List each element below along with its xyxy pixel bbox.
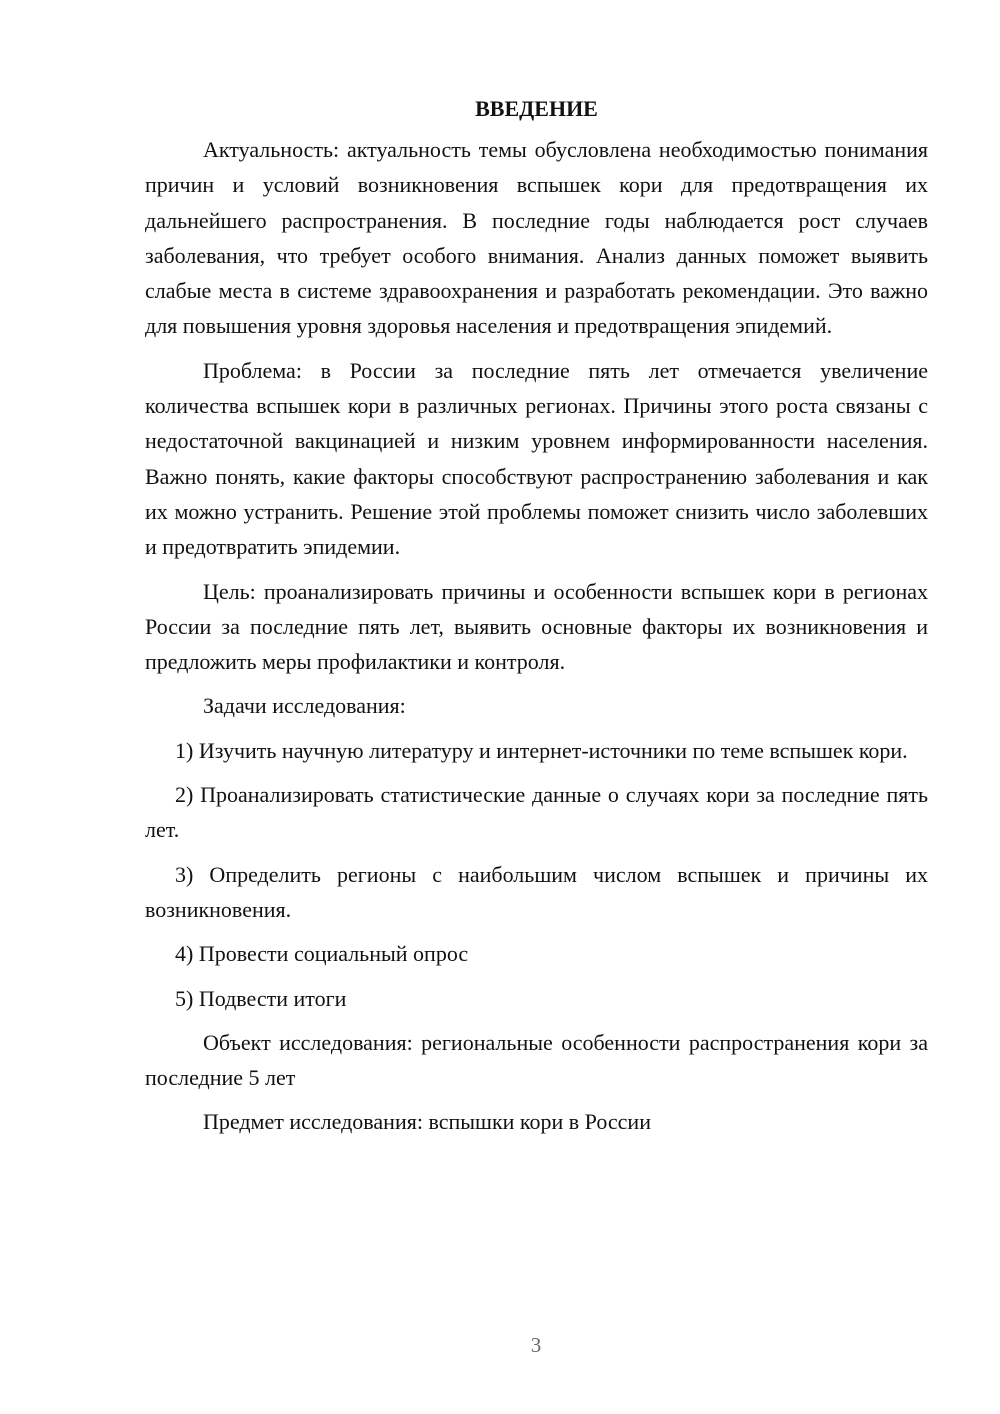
task-item-4: 4) Провести социальный опрос bbox=[175, 941, 469, 967]
page-number: 3 bbox=[530, 1333, 542, 1357]
section-title: ВВЕДЕНИЕ bbox=[475, 96, 598, 121]
object-paragraph: Объект исследования: региональные особенности распространения кори за последние 5 лет bbox=[145, 1029, 928, 1091]
task-item-2: 2) Проанализировать статистические данные о случаях кори за последние пять лет. bbox=[145, 782, 928, 843]
goal-paragraph: Цель: проанализировать причины и особенности вспышек кори в регионах России за последние пять лет, выявить основные факторы их возникновения и предложить меры профилактики и контроля. bbox=[145, 578, 928, 675]
task-item-1: 1) Изучить научную литературу и интернет-источники по теме вспышек кори. bbox=[175, 737, 908, 763]
task-item-5: 5) Подвести итоги bbox=[175, 985, 347, 1011]
relevance-paragraph: Актуальность: актуальность темы обусловлена необходимостью понимания причин и условий возникновения вспышек кори для предотвращения их дальнейшего распространения. В последние годы наблюдается рост случаев заболевания, что требует особого внимания. Анализ данных поможет выявить слабые места в системе здравоохранения и разработать рекомендации. Это важно для повышения уровня здоровья населения и предотвращения эпидемий. bbox=[145, 137, 928, 339]
tasks-heading: Задачи исследования: bbox=[203, 693, 406, 719]
problem-paragraph: Проблема: в России за последние пять лет отмечается увеличение количества вспышек кори в различных регионах. Причины этого роста связаны с недостаточной вакцинацией и низким уровнем информированности населения. Важно понять, какие факторы способствуют распространению заболевания и как их можно устранить. Решение этой проблемы поможет снизить число заболевших и предотвратить эпидемии. bbox=[145, 357, 928, 560]
document-page bbox=[145, 92, 928, 1149]
subject-paragraph: Предмет исследования: вспышки кори в России bbox=[203, 1109, 651, 1135]
task-item-3: 3) Определить регионы с наибольшим числом вспышек и причины их возникновения. bbox=[145, 861, 928, 922]
